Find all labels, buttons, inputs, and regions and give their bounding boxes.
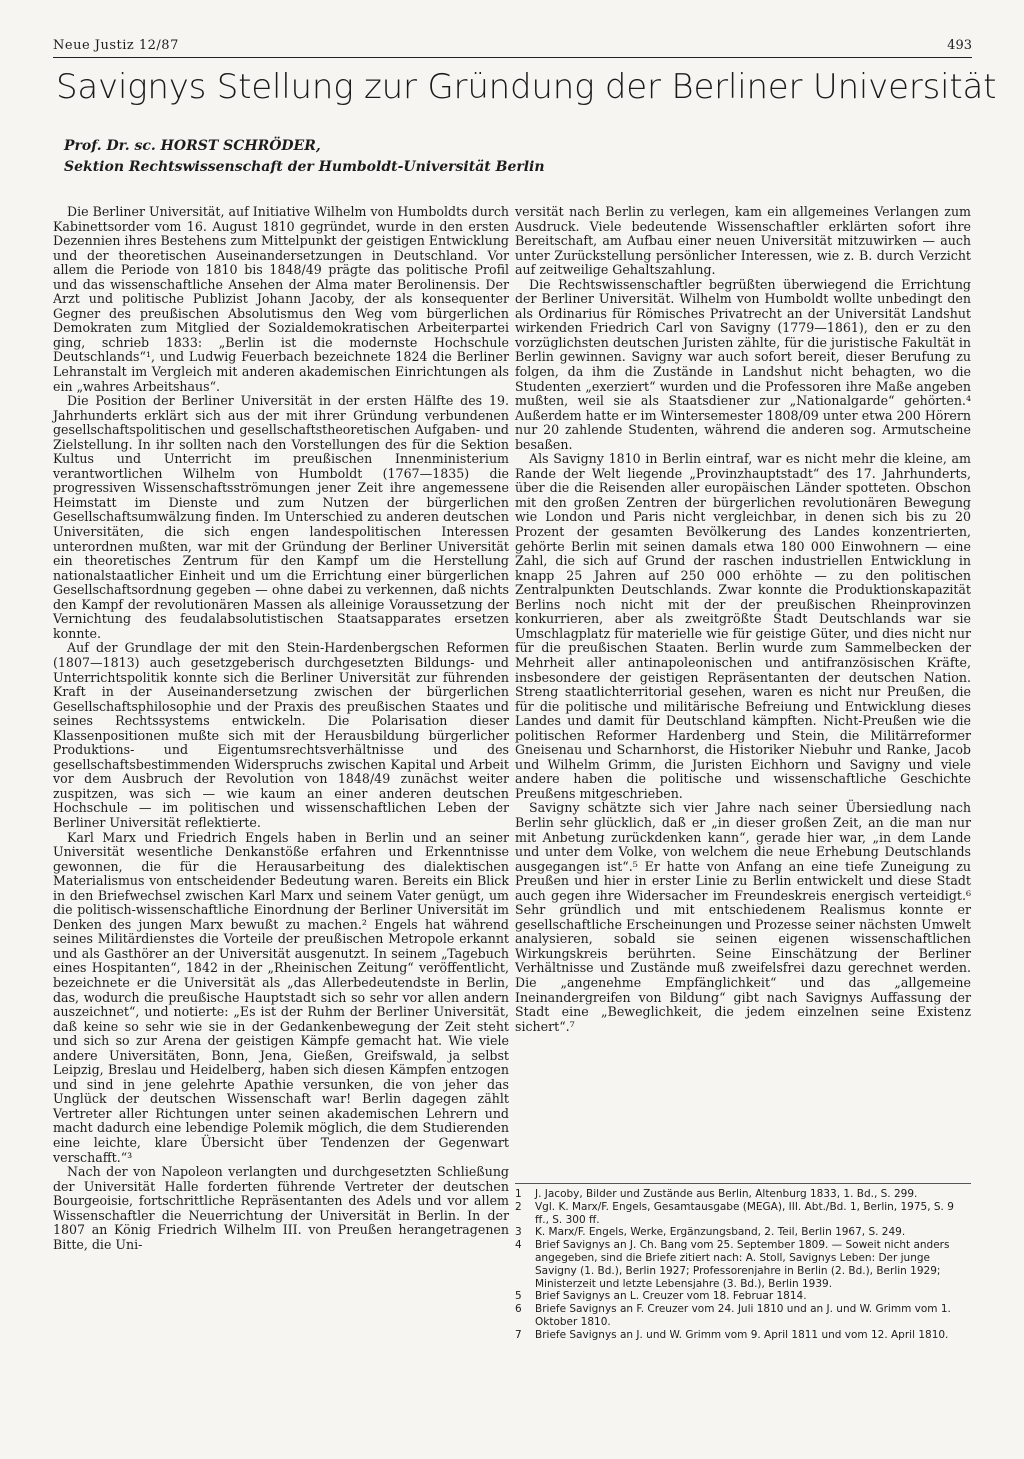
footnote-text: Briefe Savignys an F. Creuzer vom 24. Juli 1810 und an J. und W. Grimm vom 1. Oktober 1810. [535,1303,951,1328]
right-column [515,205,971,1034]
footnote-number: 4 [515,1239,522,1252]
footnote-number: 1 [515,1188,522,1200]
footnote [515,1201,971,1227]
article-title: Savignys Stellung zur Gründung der Berliner Universität [56,67,997,107]
footnote [515,1329,971,1342]
paragraph: versität nach Berlin zu verlegen, kam ein allgemeines Verlangen zum Ausdruck. Viele bedeutende Wissenschaftler erklärten sofort ihre Bereitschaft, am Aufbau einer neuen Universität mitzuwirken — auch unter Zurückstellung persönlicher Interessen, wie z. B. durch Verzicht auf zeitweilige Gehaltszahlung. [515,204,971,278]
author-affiliation: Sektion Rechtswissenschaft der Humboldt-Universität Berlin [64,159,545,175]
footnote [515,1303,971,1329]
footnote-text: K. Marx/F. Engels, Werke, Ergänzungsband, 2. Teil, Berlin 1967, S. 249. [535,1226,906,1239]
footnote-number: 7 [515,1328,522,1341]
paragraph: Die Rechtswissenschaftler begrüßten überwiegend die Errichtung der Berliner Universität. Wilhelm von Humboldt wollte unbedingt den als Ordinarius für Römisches Privatrecht an der Universität Landshut wirkenden Friedrich Carl von Savigny (1779—1861), den er zu den vorzüglichsten deutschen Juristen zählte, für die juristische Fakultät in Berlin gewinnen. Savigny war auch sofort bereit, dieser Berufung zu folgen, da ihm die Zustände in Landshut nicht behagten, wo die Studenten „exerziert“ wurden und die Professoren ihre Maße angeben mußten, weil sie als Staatsdiener zur „Nationalgarde“ gehörten.⁴ Außerdem hatte er im Wintersemester 1808/09 unter etwa 200 Hörern nur 20 zahlende Studenten, während die anderen sog. Armutscheine besaßen. [515,276,971,452]
footnote-text: Briefe Savignys an J. und W. Grimm vom 9. April 1811 und vom 12. April 1810. [535,1328,949,1341]
footnote-text: Vgl. K. Marx/F. Engels, Gesamtausgabe (MEGA), III. Abt./Bd. 1, Berlin, 1975, S. 9 ff., S. 300 ff. [535,1200,954,1226]
footnote [515,1239,971,1290]
journal-issue: Neue Justiz 12/87 [53,38,179,53]
paragraph: Die Position der Berliner Universität in der ersten Hälfte des 19. Jahrhunderts erklärt sich aus der mit ihrer Gründung verbundenen gesellschaftspolitischen und gesellschaftstheoretischen Aufgaben- und Zielstellung. In ihr sollten nach den Vorstellungen des für die Sektion Kultus und Unterricht im preußischen Innenministerium verantwortlichen Wilhelm von Humboldt (1767—1835) die progressiven Wissenschaftsströmungen jener Zeit ihre angemessene Heimstatt im Dienste und zum Nutzen der bürgerlichen Gesellschaftsumwälzung finden. Im Unterschied zu anderen deutschen Universitäten, die sich engen landespolitischen Interessen unterordnen mußten, war mit der Gründung der Berliner Universität ein theoretisches Zentrum für den Kampf um die Herstellung nationalstaatlicher Einheit und um die Errichtung einer bürgerlichen Gesellschaftsordnung gegeben — ohne dabei zu verkennen, daß nichts den Kampf der revolutionären Massen als alleinige Voraussetzung der Vernichtung des feudalabsolutistischen Staatsapparates ersetzen konnte. [53,393,509,641]
footnote [515,1290,971,1303]
footnote-text: Brief Savignys an L. Creuzer vom 18. Februar 1814. [535,1290,807,1303]
footnote [515,1188,971,1201]
footnotes [515,1183,971,1342]
footnote-number: 3 [515,1226,522,1239]
left-column [53,205,509,1252]
paragraph: Die Berliner Universität, auf Initiative Wilhelm von Humboldts durch Kabinettsorder vom 16. August 1810 gegründet, wurde in den ersten Dezennien ihres Bestehens zum Mittelpunkt der geistigen Entwicklung und der theoretischen Auseinandersetzungen in Deutschland. Vor allem die Periode von 1810 bis 1848/49 prägte das politische Profil und das wissenschaftliche Ansehen der Alma mater Berolinensis. Der Arzt und politische Publizist Johann Jacoby, der als konsequenter Gegner des preußischen Absolutismus den Weg vom bürgerlichen Demokraten zum Mitglied der Sozialdemokratischen Arbeiterpartei ging, schrieb 1833: „Berlin ist die modernste Hochschule Deutschlands“¹, und Ludwig Feuerbach bezeichnete 1824 die Berliner Lehranstalt im Vergleich mit anderen akademischen Einrichtungen als ein „wahres Arbeitshaus“. [53,204,509,394]
page-number: 493 [947,38,972,53]
footnote-number: 5 [515,1290,522,1303]
footnote-text: J. Jacoby, Bilder und Zustände aus Berlin, Altenburg 1833, 1. Bd., S. 299. [535,1188,918,1200]
footnote-text: Brief Savignys an J. Ch. Bang vom 25. September 1809. — Soweit nicht anders angegeben, sind die Briefe zitiert nach: A. Stoll, Savignys Leben: Der junge Savigny (1. Bd.), Berlin 1927; Professorenjahre in Berlin (2. Bd.), Berlin 1929; Ministerzeit und letzte Lebensjahre (3. Bd.), Berlin 1939. [535,1239,950,1290]
author-block [64,136,684,178]
paragraph: Nach der von Napoleon verlangten und durchgesetzten Schließung der Universität Halle forderten führende Vertreter der deutschen Bourgeoisie, fortschrittliche Repräsentanten des Adels und vor allem Wissenschaftler die Neuerrichtung der Universität in Berlin. In der 1807 an König Friedrich Wilhelm III. von Preußen herangetragenen Bitte, die Uni- [53,1164,509,1252]
footnote [515,1226,971,1239]
paragraph: Auf der Grundlage der mit den Stein-Hardenbergschen Reformen (1807—1813) auch gesetzgeberisch durchgesetzten Bildungs- und Unterrichtspolitik konnte sich die Berliner Universität zur führenden Kraft in der Auseinandersetzung zwischen der bürgerlichen Gesellschaftsphilosophie und der Praxis des preußischen Staates und seines Rechtssystems entwickeln. Die Polarisation dieser Klassenpositionen mußte sich mit der Herausbildung bürgerlicher Produktions- und Eigentumsrechtsverhältnisse und des gesellschaftsbestimmenden Widerspruchs zwischen Kapital und Arbeit vor dem Ausbruch der Revolution von 1848/49 zunächst weiter zuspitzen, was sich — wie kaum an einer anderen deutschen Hochschule — im politischen und wissenschaftlichen Leben der Berliner Universität reflektierte. [53,640,509,830]
header-rule [53,57,972,58]
paragraph: Savigny schätzte sich vier Jahre nach seiner Übersiedlung nach Berlin sehr glücklich, daß er „in dieser großen Zeit, an die man nur mit Anbetung zurückdenken kann“, gerade hier war, „in dem Lande und unter dem Volke, von welchem die neue Erhebung Deutschlands ausgegangen ist“.⁵ Er hatte von Anfang an eine tiefe Zuneigung zu Preußen und hier in erster Linie zu Berlin entwickelt und diese Stadt auch gegen ihre Widersacher im Freundeskreis energisch verteidigt.⁶ Sehr gründlich und mit entschiedenem Realismus konnte er gesellschaftliche Erscheinungen und Prozesse seiner nächsten Umwelt analysieren, sobald sie seinen eigenen wissenschaftlichen Wirkungskreis berührten. Seine Einschätzung der Berliner Verhältnisse und Zustände muß zweifelsfrei dazu gerechnet werden. Die „angenehme Empfänglichkeit“ und das „allgemeine Ineinandergreifen von Bildung“ gibt nach Savignys Auffassung der Stadt eine „Beweglichkeit, die jedem einzelnen seine Existenz sichert“.⁷ [515,800,971,1034]
footnote-number: 2 [515,1200,522,1213]
paragraph: Als Savigny 1810 in Berlin eintraf, war es nicht mehr die kleine, am Rande der Welt liegende „Provinzhauptstadt“ des 17. Jahrhunderts, über die die Reisenden aller europäischen Länder spotteten. Obschon mit den großen Zentren der bürgerlichen revolutionären Bewegung wie London und Paris nicht vergleichbar, in denen sich bis zu 20 Prozent der gesamten Bevölkerung des Landes konzentrierten, gehörte Berlin mit seinen damals etwa 180 000 Einwohnern — eine Zahl, die sich auf Grund der raschen industriellen Entwicklung in knapp 25 Jahren auf 250 000 erhöhte — zu den politischen Zentralpunkten Deutschlands. Zwar konnte die Produktionskapazität Berlins noch nicht mit der der preußischen Rheinprovinzen konkurrieren, aber als zweitgrößte Stadt Deutschlands war sie Umschlagplatz für materielle wie für geistige Güter, und dies nicht nur für die preußischen Staaten. Berlin wurde zum Sammelbecken der Mehrheit aller antinapoleonischen und antifranzösischen Kräfte, insbesondere der geistigen Repräsentanten der deutschen Nation. Streng staatlichterritorial gesehen, waren es nicht nur Preußen, die für die politische und militärische Befreiung und Entwicklung dieses Landes und damit für Deutschland kämpften. Nicht-Preußen wie die politischen Reformer Hardenberg und Stein, die Militärreformer Gneisenau und Scharnhorst, die Historiker Niebuhr und Ranke, Jacob und Wilhelm Grimm, die Juristen Eichhorn und Savigny und viele andere haben die politische und wissenschaftliche Geschichte Preußens mitgeschrieben. [515,451,971,801]
author-name: Prof. Dr. sc. HORST SCHRÖDER, [64,138,321,154]
paragraph: Karl Marx und Friedrich Engels haben in Berlin und an seiner Universität wesentliche Denkanstöße erfahren und Erkenntnisse gewonnen, die für die Herausarbeitung des dialektischen Materialismus von entscheidender Bedeutung waren. Bereits ein Blick in den Briefwechsel zwischen Karl Marx und seinem Vater genügt, um die politisch-wissenschaftliche Einordnung der Berliner Universität im Denken des jungen Marx bewußt zu machen.² Engels hat während seines Militärdienstes die Vorteile der preußischen Metropole erkannt und als Gasthörer an der Universität ausgenutzt. In seinem „Tagebuch eines Hospitanten“, 1842 in der „Rheinischen Zeitung“ veröffentlicht, bezeichnete er die Universität als „das Allerbedeutendste in Berlin, das, wodurch die preußische Hauptstadt sich so sehr vor allen andern auszeichnet“, und notierte: „Es ist der Ruhm der Berliner Universität, daß keine so sehr wie sie in der Gedankenbewegung der Zeit steht und sich so zur Arena der geistigen Kämpfe gemacht hat. Wie viele andere Universitäten, Bonn, Jena, Gießen, Greifswald, ja selbst Leipzig, Breslau und Heidelberg, haben sich diesen Kämpfen entzogen und sind in jene gelehrte Apathie versunken, die von jeher das Unglück der deutschen Wissenschaft war! Berlin dagegen zählt Vertreter aller Richtungen unter seinen akademischen Lehrern und macht dadurch eine lebendige Polemik möglich, die dem Studierenden eine leichte, klare Übersicht über Tendenzen der Gegenwart verschafft.“³ [53,829,509,1165]
footnote-number: 6 [515,1303,522,1316]
